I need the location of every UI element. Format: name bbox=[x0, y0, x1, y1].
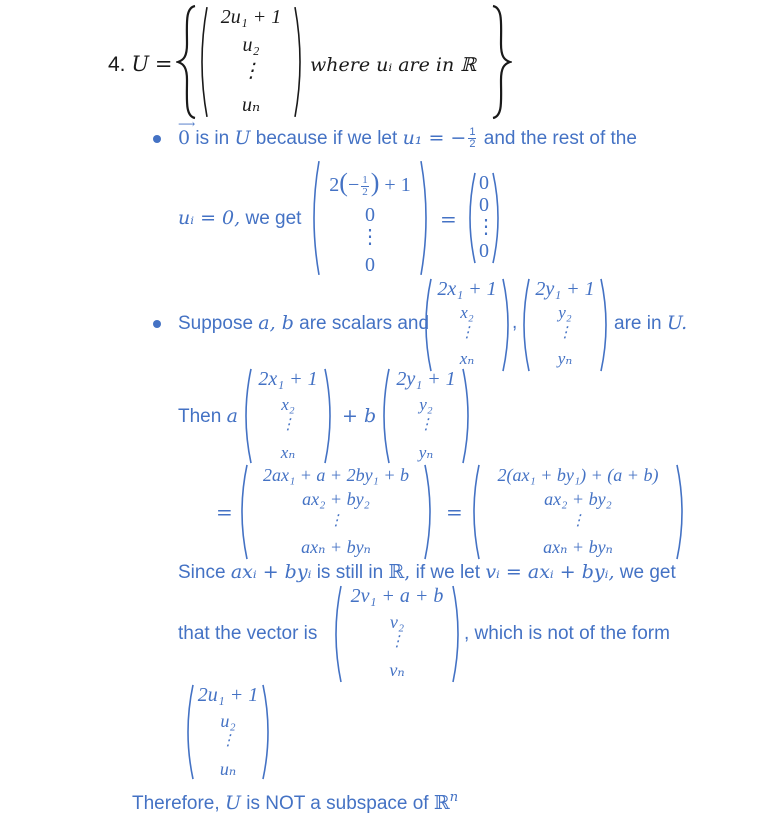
reals-symbol: ℝ, bbox=[388, 561, 411, 583]
text: and the rest of the bbox=[483, 128, 637, 149]
plus-b: + b bbox=[342, 405, 377, 427]
vector-entry-1: 2u₁ + 1 bbox=[220, 6, 282, 28]
set-name: U. bbox=[666, 312, 688, 334]
vector-entry-1: 2y₁ + 1 bbox=[535, 278, 595, 300]
vector-entry-dots: ⋮ bbox=[459, 325, 475, 341]
b-times-vector-y bbox=[378, 368, 474, 464]
reals-symbol: ℝ bbox=[433, 792, 450, 814]
right-brace-icon bbox=[490, 4, 512, 120]
vector-entry-n: 0 bbox=[365, 254, 375, 276]
vector-entry-1: 2u₁ + 1 bbox=[197, 684, 259, 706]
v-definition: vᵢ = axᵢ + byᵢ, bbox=[485, 561, 615, 583]
vector-x bbox=[420, 278, 514, 372]
text: Since bbox=[178, 562, 226, 583]
left-paren-icon bbox=[420, 278, 432, 372]
zero-vector bbox=[178, 117, 196, 149]
vector-entry-dots: ⋮ bbox=[360, 226, 380, 248]
set-name: U bbox=[131, 52, 150, 76]
vector-entry-n: vₙ bbox=[389, 660, 405, 680]
vector-entry-2: 0 bbox=[479, 194, 489, 216]
vector-entry-dots: ⋮ bbox=[328, 513, 344, 529]
denominator: 2 bbox=[469, 138, 476, 151]
open-paren: ( bbox=[339, 168, 348, 197]
text: we get bbox=[245, 208, 302, 229]
zero-vector-result bbox=[464, 172, 504, 264]
right-paren-icon bbox=[492, 172, 504, 264]
result-vector bbox=[330, 585, 464, 683]
vector-entry-2: v₂ bbox=[389, 612, 405, 632]
vector-entry-dots: ⋮ bbox=[476, 216, 496, 238]
vector-entry-dots: ⋮ bbox=[389, 634, 405, 650]
u1-equation: u₁ = − bbox=[402, 127, 467, 149]
denominator: 2 bbox=[362, 185, 368, 198]
vector-entry-1: 0 bbox=[479, 172, 489, 194]
vector-entry-2: u₂ bbox=[220, 711, 236, 731]
right-paren-icon bbox=[324, 368, 336, 464]
bullet2-line1 bbox=[178, 312, 429, 335]
problem-heading bbox=[108, 52, 173, 77]
vector-entry-n: axₙ + byₙ bbox=[543, 537, 613, 557]
zero-check-vector bbox=[308, 160, 432, 276]
vector-entry-n: uₙ bbox=[219, 759, 237, 779]
vector-entry-1: 2ax₁ + a + 2by₁ + b bbox=[263, 465, 409, 485]
vector-y bbox=[518, 278, 612, 372]
vector-entry-dots: ⋮ bbox=[280, 417, 296, 433]
bullet1-line2 bbox=[178, 207, 301, 230]
vector-entry-n: yₙ bbox=[557, 349, 573, 368]
text: Therefore, bbox=[132, 793, 220, 814]
vector-entry-n: 0 bbox=[479, 240, 489, 262]
vector-entry-n: xₙ bbox=[459, 349, 475, 368]
right-paren-icon bbox=[262, 684, 274, 780]
space-symbol bbox=[434, 792, 458, 814]
vector-entry-dots: ⋮ bbox=[220, 733, 236, 749]
form-vector bbox=[182, 684, 274, 780]
exponent: n bbox=[449, 790, 459, 806]
coefficient: 2 bbox=[329, 174, 340, 196]
vector-entry-n: axₙ + byₙ bbox=[301, 537, 371, 557]
vector-entry-2: x₂ bbox=[281, 395, 295, 414]
text: is still in bbox=[316, 562, 384, 583]
vector-entry-1: 2x₁ + 1 bbox=[437, 278, 497, 300]
sum-vector-expanded bbox=[236, 464, 436, 560]
vector-entry-dots: ⋮ bbox=[570, 513, 586, 529]
vector-entry-dots: ⋮ bbox=[557, 325, 573, 341]
bullet-icon bbox=[153, 320, 161, 328]
vector-entry-n: yₙ bbox=[418, 443, 434, 462]
left-paren-icon bbox=[236, 464, 248, 560]
scalar-a: a bbox=[226, 405, 238, 427]
right-paren-icon bbox=[462, 368, 474, 464]
vector-entry-2: y₂ bbox=[558, 303, 572, 322]
ui-equation: uᵢ = 0, bbox=[178, 207, 241, 229]
left-paren-icon bbox=[464, 172, 476, 264]
vector-entry-2: y₂ bbox=[419, 395, 433, 414]
vector-entry-1: 2(− $\frac{1}{2}$ ) + 1 bbox=[329, 168, 411, 198]
numerator: 1 bbox=[469, 126, 476, 139]
expression: axᵢ + byᵢ bbox=[230, 561, 312, 583]
vector-entry-dots: ⋮ bbox=[418, 417, 434, 433]
equals-sign: = bbox=[216, 500, 233, 524]
vector-entry-2: u₂ bbox=[242, 34, 260, 56]
sum-vector-grouped bbox=[468, 464, 688, 560]
fraction bbox=[468, 127, 476, 150]
right-paren-icon bbox=[424, 464, 436, 560]
addend: + 1 bbox=[384, 174, 411, 196]
bullet-icon bbox=[153, 135, 161, 143]
vector-entry-1: 2(ax₁ + by₁) + (a + b) bbox=[497, 465, 659, 485]
text: Then bbox=[178, 406, 222, 427]
set-name: U bbox=[224, 792, 241, 814]
bullet2-line1-end bbox=[614, 312, 687, 335]
right-paren-icon bbox=[600, 278, 612, 372]
right-paren-icon bbox=[420, 160, 432, 276]
comma: , bbox=[512, 312, 518, 333]
not-form-label: , which is not of the form bbox=[464, 623, 670, 644]
vector-entry-n: uₙ bbox=[241, 94, 261, 116]
since-line bbox=[178, 561, 676, 584]
then-label bbox=[178, 405, 238, 428]
text: Suppose bbox=[178, 313, 254, 334]
left-paren-icon bbox=[330, 585, 342, 683]
bullet1-line1 bbox=[178, 117, 637, 151]
vector-entry-n: xₙ bbox=[280, 443, 296, 462]
text: is in bbox=[195, 128, 230, 149]
conclusion bbox=[132, 792, 458, 815]
right-paren-icon bbox=[452, 585, 464, 683]
numerator: 1 bbox=[362, 173, 368, 186]
set-name: U bbox=[234, 127, 251, 149]
text: are scalars and bbox=[299, 313, 430, 334]
vector-entry-1: 2x₁ + 1 bbox=[258, 368, 318, 390]
vector-entry-2: x₂ bbox=[460, 303, 474, 322]
left-paren-icon bbox=[308, 160, 320, 276]
vector-entry-2: ax₂ + by₂ bbox=[302, 489, 370, 509]
text: if we let bbox=[415, 562, 481, 583]
equals-sign: = bbox=[154, 52, 173, 76]
right-paren-icon bbox=[676, 464, 688, 560]
vector-entry-1: 2v₁ + a + b bbox=[350, 585, 444, 607]
right-paren-icon bbox=[294, 6, 306, 118]
set-definition-vector bbox=[196, 6, 306, 118]
text: are in bbox=[614, 313, 662, 334]
left-paren-icon bbox=[240, 368, 252, 464]
vector-entry-1: 2y₁ + 1 bbox=[396, 368, 456, 390]
fraction bbox=[361, 175, 369, 198]
equals-sign: = bbox=[440, 207, 457, 231]
set-condition: where uᵢ are in ℝ bbox=[310, 54, 477, 76]
a-times-vector-x bbox=[240, 368, 336, 464]
left-paren-icon bbox=[378, 368, 390, 464]
vector-arrow-icon: ⟶ bbox=[178, 117, 196, 131]
vector-entry-2: 0 bbox=[365, 204, 375, 226]
left-paren-icon bbox=[468, 464, 480, 560]
text: is NOT a subspace of bbox=[246, 793, 429, 814]
close-paren: ) bbox=[370, 168, 380, 197]
equals-sign: = bbox=[446, 500, 463, 524]
text: we get bbox=[619, 562, 676, 583]
left-paren-icon bbox=[196, 6, 208, 118]
text: because if we let bbox=[255, 128, 398, 149]
vector-entry-dots: ⋮ bbox=[241, 60, 261, 82]
vector-is-label: that the vector is bbox=[178, 623, 318, 644]
left-brace-icon bbox=[176, 4, 198, 120]
left-paren-icon bbox=[182, 684, 194, 780]
scalars: a, b bbox=[258, 312, 294, 334]
left-paren-icon bbox=[518, 278, 530, 372]
problem-number: 4. bbox=[108, 53, 126, 76]
zero-symbol: 0 bbox=[178, 127, 191, 149]
vector-entry-2: ax₂ + by₂ bbox=[544, 489, 612, 509]
